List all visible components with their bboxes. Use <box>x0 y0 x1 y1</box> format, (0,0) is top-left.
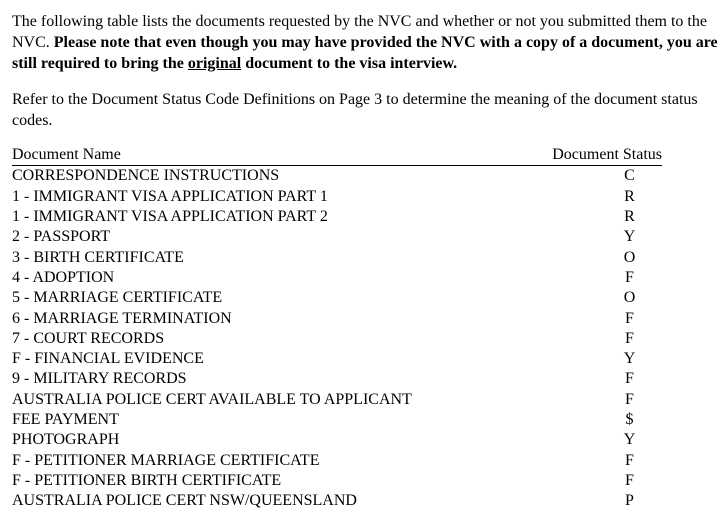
document-status-cell <box>542 329 662 349</box>
table-row <box>12 369 662 389</box>
table-row <box>12 166 662 187</box>
status-code: Y <box>623 431 636 449</box>
intro-notice-prefix: Please note that even though you may have provided the NVC with a copy of a document, you are still required to bring the <box>12 34 718 72</box>
document-name-cell: FEE PAYMENT <box>12 411 119 428</box>
status-code: F <box>625 471 634 489</box>
intro-notice-suffix: document to the visa interview. <box>241 55 458 72</box>
status-code: F <box>625 370 634 388</box>
status-code: P <box>625 492 634 510</box>
table-row <box>12 349 662 369</box>
status-code: Y <box>623 228 636 246</box>
table-body <box>12 166 662 512</box>
status-code: R <box>624 208 635 226</box>
status-code: F <box>625 268 634 286</box>
document-name-cell: 4 - ADOPTION <box>12 268 115 286</box>
document-status-cell <box>542 430 662 450</box>
document-status-cell <box>542 227 662 247</box>
document-status-table <box>12 145 662 511</box>
table-row <box>12 247 662 267</box>
table-header-row <box>12 145 662 166</box>
document-status-cell <box>542 247 662 267</box>
document-status-cell <box>542 369 662 389</box>
table-row <box>12 390 662 410</box>
table-row <box>12 410 662 430</box>
document-status-cell <box>542 308 662 328</box>
document-name-cell: PHOTOGRAPH <box>12 431 120 449</box>
status-code: F <box>625 451 634 469</box>
status-code: Y <box>623 350 636 368</box>
refer-paragraph: Refer to the Document Status Code Definitions on Page 3 to determine the meaning of the document status codes. <box>12 91 698 129</box>
document-name-cell: AUSTRALIA POLICE CERT AVAILABLE TO APPLICANT <box>12 390 412 408</box>
document-name-cell: F - FINANCIAL EVIDENCE <box>12 350 204 368</box>
table-row <box>12 268 662 288</box>
document-name-cell: F - PETITIONER BIRTH CERTIFICATE <box>12 471 282 489</box>
table-row <box>12 329 662 349</box>
status-code: F <box>625 329 634 347</box>
table-row <box>12 207 662 227</box>
status-code: R <box>624 187 635 205</box>
status-code: F <box>625 390 634 408</box>
document-status-cell <box>542 288 662 308</box>
header-document-name: Document Name <box>12 145 542 166</box>
document-status-cell <box>542 166 662 187</box>
document-name-cell: 1 - IMMIGRANT VISA APPLICATION PART 1 <box>12 187 328 205</box>
document-name-cell: 1 - IMMIGRANT VISA APPLICATION PART 2 <box>12 208 328 226</box>
table-row <box>12 491 662 511</box>
document-name-cell: 7 - COURT RECORDS <box>12 329 165 347</box>
document-status-cell <box>542 491 662 511</box>
document-name-cell: F - PETITIONER MARRIAGE CERTIFICATE <box>12 451 320 469</box>
document-name-cell: 6 - MARRIAGE TERMINATION <box>12 309 232 327</box>
status-code: C <box>624 167 635 185</box>
document-status-cell <box>542 471 662 491</box>
document-name-cell: AUSTRALIA POLICE CERT NSW/QUEENSLAND <box>12 492 357 510</box>
intro-notice-emphasis: original <box>187 55 242 72</box>
document-status-cell <box>542 390 662 410</box>
document-name-cell: 3 - BIRTH CERTIFICATE <box>12 248 184 266</box>
document-name-cell: 5 - MARRIAGE CERTIFICATE <box>12 289 223 307</box>
document-name-cell: 2 - PASSPORT <box>12 228 111 246</box>
intro-text: The following table lists the documents requested by the NVC and whether or not you submitted them to the NVC. <box>12 13 707 51</box>
table-row <box>12 227 662 247</box>
header-document-status: Document Status <box>542 145 662 166</box>
status-code: O <box>623 289 636 307</box>
table-row <box>12 430 662 450</box>
table-row <box>12 288 662 308</box>
document-name-cell: CORRESPONDENCE INSTRUCTIONS <box>12 167 280 185</box>
table-row <box>12 187 662 207</box>
table-row <box>12 450 662 470</box>
intro-paragraph <box>12 11 718 74</box>
document-status-cell <box>542 207 662 227</box>
document-status-cell <box>542 410 662 430</box>
document-status-cell <box>542 187 662 207</box>
table-row <box>12 471 662 491</box>
document-status-cell <box>542 268 662 288</box>
status-code: F <box>625 309 634 327</box>
document-name-cell: 9 - MILITARY RECORDS <box>12 370 187 388</box>
document-status-cell <box>542 450 662 470</box>
document-status-cell <box>542 349 662 369</box>
table-row <box>12 308 662 328</box>
status-code: O <box>623 248 636 266</box>
status-code: $ <box>625 411 634 428</box>
